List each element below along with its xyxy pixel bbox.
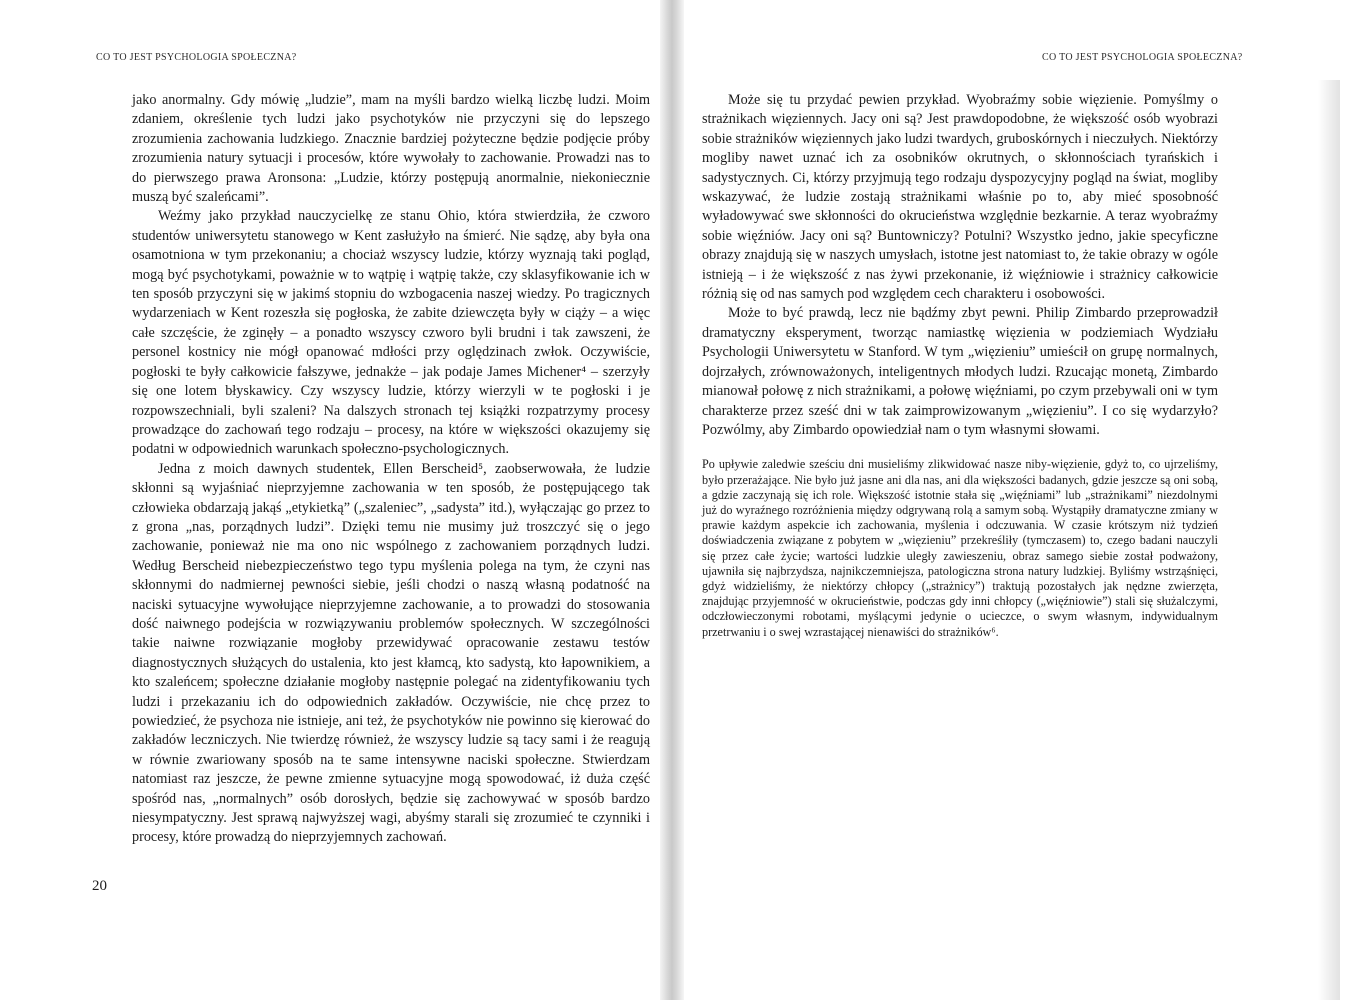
paragraph: Może się tu przydać pewien przykład. Wyobraźmy sobie więzienie. Pomyślmy o strażnikach więziennych. Jacy oni są? Jest prawdopodobne, że większość osób wyobrazi sobie strażników więziennych jako ludzi twardych, gruboskórnych i nieczułych. Niektórzy mogliby nawet uznać ich za osobników okrutnych, o skłonnościach tyrańskich i sadystycznych. Ci, którzy przyjmują tego rodzaju dyspozycyjny pogląd na świat, mogliby wskazywać, że ludzie zostają strażnikami właśnie po to, aby mieć sposobność wyładowywać swe skłonności do okrucieństwa względnie bezkarnie. A teraz wyobraźmy sobie więźniów. Jacy oni są? Buntowniczy? Potulni? Wszystko jedno, jakie specyficzne obrazy znajdują się w naszych umysłach, istotne jest natomiast to, że takie obrazy w ogóle istnieją – i że większość z nas żywi przekonanie, iż więźniowie i strażnicy całkowicie różnią się od nas samych pod względem cech charakteru i osobowości. [702, 92, 1218, 303]
running-head-left: CO TO JEST PSYCHOLOGIA SPOŁECZNA? [96, 52, 297, 63]
block-quote: Po upływie zaledwie sześciu dni musieliśmy zlikwidować nasze niby-więzienie, gdyż to, co ujrzeliśmy, było przerażające. Nie było już jasne ani dla nas, ani dla większości badanych, gdzie jeszcze są oni sobą, a gdzie zaczynają się ich role. Większość istotnie stała się „więźniami” lub „strażnikami” niezdolnymi już do wyraźnego rozróżnienia między odgrywaną rolą a samym sobą. Wystąpiły dramatyczne zmiany w prawie każdym aspekcie ich zachowania, myślenia i odczuwania. W czasie krótszym niż tydzień doświadczenia związane z pobytem w „więzieniu” przekreśliły (tymczasem) to, czego badani nauczyli się przez całe życie; wartości ludzkie uległy zawieszeniu, obraz samego siebie został podważony, ujawniła się najbrzydsza, najnikczemniejsza, patologiczna strona natury ludzkiej. Byliśmy wstrząśnięci, gdyż widzieliśmy, że niektórzy chłopcy („strażnicy”) traktują pozostałych jak nędzne zwierzęta, znajdując przyjemność w okrucieństwie, podczas gdy inni chłopcy („więźniowie”) stali się służalczymi, odczłowieczonymi robotami, myślącymi jedynie o ucieczce, o swym własnym, indywidualnym przetrwaniu i o swej wzrastającej nienawiści do strażników⁶. [702, 457, 1218, 639]
right-page-text [702, 91, 1218, 640]
running-head-right: CO TO JEST PSYCHOLOGIA SPOŁECZNA? [1042, 52, 1243, 63]
page-edge-shadow [1318, 80, 1340, 1000]
left-page-text [132, 91, 650, 848]
paragraph: Jedna z moich dawnych studentek, Ellen Berscheid⁵, zaobserwowała, że ludzie skłonni są wyjaśniać nieprzyjemne zachowania w ten sposób, że postępującego tak człowieka obdarzają jakąś „etykietką” („szaleniec”, „sadysta” itd.), wyłączając go przez to z grona „nas, porządnych ludzi”. Dzięki temu nie musimy już troszczyć się o jego zachowanie, ponieważ nie ma ono nic wspólnego z zachowaniem porządnych ludzi. Według Berscheid niebezpieczeństwo tego typu myślenia polega na tym, że czyni nas skłonnymi do nadmiernej pewności siebie, jeśli chodzi o naszą własną podatność na naciski sytuacyjne wywołujące nieprzyjemne zachowanie, a to prowadzi do stosowania dość naiwnego podejścia w rozwiązywaniu problemów społecznych. W szczególności takie naiwne rozwiązanie mogłoby przewidywać opracowanie zestawu testów diagnostycznych służących do ustalenia, kto jest kłamcą, kto sadystą, kto łapownikiem, a kto szaleńcem; społeczne działanie mogłoby następnie polegać na zidentyfikowaniu tych ludzi i przekazaniu ich do odpowiednich zakładów. Oczywiście, nie chcę przez to powiedzieć, że psychoza nie istnieje, ani też, że psychotyków nie powinno się kierować do zakładów leczniczych. Nie twierdzę również, że wszyscy ludzie są tacy sami i że reagują w równie zwariowany sposób na te same intensywne naciski społeczne. Stwierdzam natomiast raz jeszcze, że pewne zmienne sytuacyjne mogą spowodować, iż duża część spośród nas, „normalnych” osób dorosłych, będzie się zachowywać w sposób bardzo niesympatyczny. Jest sprawą najwyższej wagi, abyśmy starali się zrozumieć te czynniki i procesy, które prowadzą do nieprzyjemnych zachowań. [132, 460, 650, 846]
book-gutter [660, 0, 684, 1000]
page-number: 20 [92, 878, 107, 894]
paragraph: Może to być prawdą, lecz nie bądźmy zbyt pewni. Philip Zimbardo przeprowadził dramatyczny eksperyment, tworząc namiastkę więzienia w podziemiach Wydziału Psychologii Uniwersytetu w Stanford. W tym „więzieniu” umieścił on grupę normalnych, dojrzałych, zrównoważonych, inteligentnych młodych ludzi. Rzucając monetą, Zimbardo mianował połowę z nich strażnikami, a połowę więźniami, po czym przebywali oni w tym charakterze przez sześć dni w tak zaimprowizowanym „więzieniu”. I co się wydarzyło? Pozwólmy, aby Zimbardo opowiedział nam o tym własnymi słowami. [702, 305, 1218, 438]
paragraph: Weźmy jako przykład nauczycielkę ze stanu Ohio, która stwierdziła, że czworo studentów uniwersytetu stanowego w Kent zasłużyło na śmierć. Nie sądzę, aby była ona osamotniona w tym przekonaniu; a chociaż wszyscy ludzie, którzy wyznają taki pogląd, mogą być psychotykami, poważnie w to wątpię i wątpię także, czy sklasyfikowanie ich w ten sposób przyczyni się w jakimś stopniu do wzbogacenia naszej wiedzy. Po tragicznych wydarzeniach w Kent rozeszła się pogłoska, że zabite dziewczęta były w ciąży – a więc całe szczęście, że zginęły – a ponadto wszyscy czworo byli brudni i tak zawszeni, że personel kostnicy nie mógł opanować mdłości przy oględzinach zwłok. Oczywiście, pogłoski te były całkowicie fałszywe, jednakże – jak podaje James Michener⁴ – szerzyły się one lotem błyskawicy. Czy wszyscy ludzie, którzy wierzyli w te pogłoski i je rozpowszechniali, byli szaleni? Na dalszych stronach tej książki rozpatrzymy procesy prowadzące do zachowań tego rodzaju – procesy, na które w większości okazujemy się podatni w odpowiednich warunkach społeczno-psychologicznych. [132, 208, 650, 458]
paragraph: jako anormalny. Gdy mówię „ludzie”, mam na myśli bardzo wielką liczbę ludzi. Moim zdaniem, określenie tych ludzi jako psychotyków nie przyczyni się do lepszego zrozumienia zachowania ludzkiego. Znacznie bardziej pożyteczne będzie podjęcie próby zrozumienia natury sytuacji i procesów, które wywołały to zachowanie. Prowadzi nas to do pierwszego prawa Aronsona: „Ludzie, którzy postępują anormalnie, niekoniecznie muszą być szaleńcami”. [132, 92, 650, 206]
